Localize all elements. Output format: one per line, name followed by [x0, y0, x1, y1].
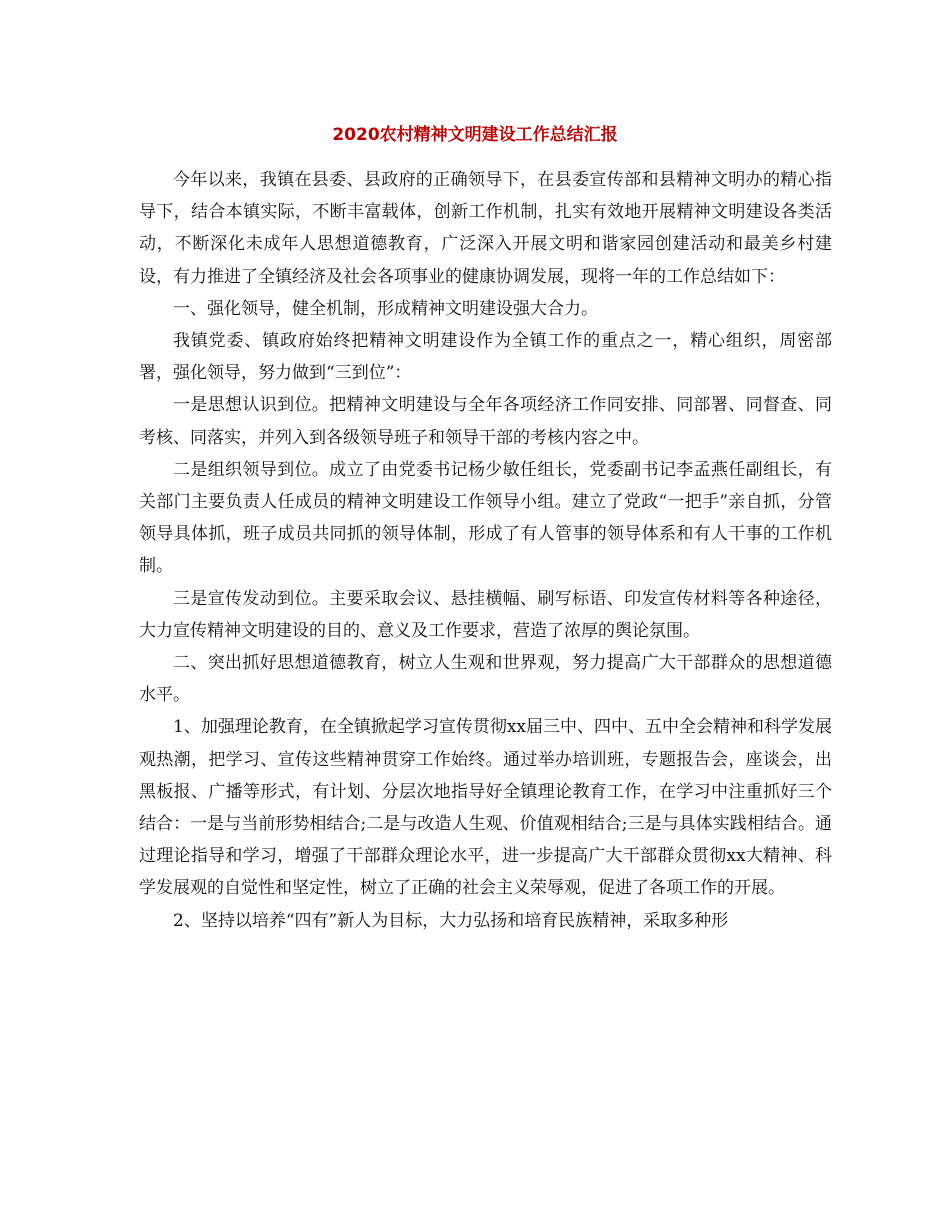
paragraph-intro: 今年以来，我镇在县委、县政府的正确领导下，在县委宣传部和县精神文明办的精心指导下，结合本镇实际，不断丰富载体，创新工作机制，扎实有效地开展精神文明建设各类活动，不断深化未成年人思想道德教育，广泛深入开展文明和谐家园创建活动和最美乡村建设，有力推进了全镇经济及社会各项事业的健康协调发展，现将一年的工作总结如下：: [139, 170, 832, 287]
paragraph-item-2: 2、坚持以培养“四有”新人为目标，大力弘扬和培育民族精神，采取多种形: [173, 910, 729, 931]
document-body: [139, 164, 832, 937]
paragraph-heading-1: 一、强化领导，健全机制，形成精神文明建设强大合力。: [173, 298, 598, 319]
paragraph-leadership: 我镇党委、镇政府始终把精神文明建设作为全镇工作的重点之一，精心组织，周密部署，强化领导，努力做到“三到位”：: [139, 331, 832, 384]
paragraph-point-1: 一是思想认识到位。把精神文明建设与全年各项经济工作同安排、同部署、同督查、同考核、同落实，并列入到各级领导班子和领导干部的考核内容之中。: [139, 395, 832, 448]
document-title: 2020农村精神文明建设工作总结汇报: [332, 125, 618, 145]
paragraph-heading-2: 二、突出抓好思想道德教育，树立人生观和世界观，努力提高广大干部群众的思想道德水平。: [139, 653, 832, 706]
paragraph-item-1: 1、加强理论教育，在全镇掀起学习宣传贯彻xx届三中、四中、五中全会精神和科学发展观热潮，把学习、宣传这些精神贯穿工作始终。通过举办培训班，专题报告会，座谈会，出黑板报、广播等形式，有计划、分层次地指导好全镇理论教育工作，在学习中注重抓好三个结合：一是与当前形势相结合;二是与改造人生观、价值观相结合;三是与具体实践相结合。通过理论指导和学习，增强了干部群众理论水平，进一步提高广大干部群众贯彻xx大精神、科学发展观的自觉性和坚定性，树立了正确的社会主义荣辱观，促进了各项工作的开展。: [139, 717, 832, 899]
paragraph-point-3: 三是宣传发动到位。主要采取会议、悬挂横幅、刷写标语、印发宣传材料等各种途径，大力宣传精神文明建设的目的、意义及工作要求，营造了浓厚的舆论氛围。: [139, 588, 832, 641]
paragraph-point-2: 二是组织领导到位。成立了由党委书记杨少敏任组长，党委副书记李孟燕任副组长，有关部门主要负责人任成员的精神文明建设工作领导小组。建立了党政“一把手”亲自抓，分管领导具体抓，班子成员共同抓的领导体制，形成了有人管事的领导体系和有人干事的工作机制。: [139, 459, 832, 577]
